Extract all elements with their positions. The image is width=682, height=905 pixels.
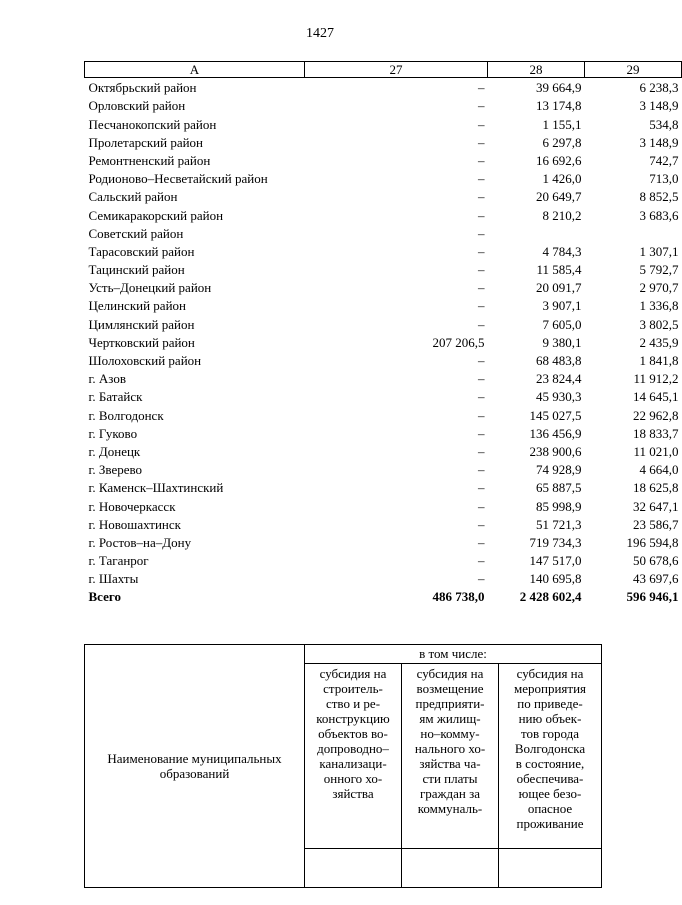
row-col-29: 2 435,9 <box>639 334 679 350</box>
total-col-28: 2 428 602,4 <box>519 589 582 605</box>
row-col-29 <box>585 224 682 242</box>
row-col-27: – <box>478 116 485 132</box>
table-row <box>85 187 682 205</box>
row-col-27: 207 206,5 <box>432 334 485 350</box>
row-col-28: 1 426,0 <box>542 171 582 187</box>
row-col-27: – <box>478 516 485 532</box>
row-col-27: – <box>478 152 485 168</box>
table-row <box>85 533 682 551</box>
row-col-29: 4 664,0 <box>639 462 679 478</box>
row-col-28: 23 824,4 <box>536 371 582 387</box>
row-col-28 <box>488 224 585 242</box>
row-col-29: 196 594,8 <box>626 534 679 550</box>
row-name: Орловский район <box>88 98 186 114</box>
row-col-28: 45 930,3 <box>536 389 582 405</box>
total-col-27: 486 738,0 <box>432 589 485 605</box>
row-col-27: – <box>478 353 485 368</box>
row-col-27: – <box>478 389 485 405</box>
header-spacer-3 <box>499 849 602 888</box>
table-body <box>85 78 682 606</box>
row-col-29: 18 833,7 <box>633 425 679 441</box>
row-name: Усть–Донецкий район <box>88 280 212 296</box>
table-row <box>85 169 682 187</box>
row-col-28: 85 998,9 <box>536 498 582 514</box>
table-row <box>85 515 682 533</box>
total-label: Всего <box>88 589 121 605</box>
row-name: Семикаракорский район <box>88 207 224 223</box>
row-col-28: 140 695,8 <box>529 571 582 587</box>
row-col-28: 1 155,1 <box>542 116 582 132</box>
row-name: г. Таганрог <box>88 553 149 569</box>
budget-table <box>84 61 682 605</box>
row-col-28: 74 928,9 <box>536 462 582 478</box>
row-col-27: – <box>478 225 485 241</box>
row-name: Пролетарский район <box>88 134 204 150</box>
column-header-a: А <box>85 62 305 78</box>
row-col-29: 18 625,8 <box>633 480 679 496</box>
table-row <box>85 442 682 460</box>
row-col-29: 3 148,9 <box>639 98 679 114</box>
row-name: г. Новочеркасск <box>88 498 176 514</box>
row-col-29: 14 645,1 <box>633 389 679 405</box>
table-row <box>85 260 682 278</box>
row-name: г. Донецк <box>88 443 141 459</box>
table-row <box>85 478 682 496</box>
row-col-27: – <box>478 498 485 514</box>
table-row <box>85 133 682 151</box>
row-col-28: 7 605,0 <box>542 316 582 332</box>
table-row <box>85 114 682 132</box>
row-col-28: 4 784,3 <box>542 243 582 259</box>
row-col-28: 9 380,1 <box>542 334 582 350</box>
row-col-28: 68 483,8 <box>536 353 582 368</box>
row-col-27: – <box>478 80 485 96</box>
table-header-row <box>85 62 682 78</box>
next-table-header <box>84 644 602 888</box>
table-row <box>85 96 682 114</box>
row-name: Песчанокопский район <box>88 116 217 132</box>
row-name: г. Батайск <box>88 389 143 405</box>
row-col-28: 65 887,5 <box>536 480 582 496</box>
row-col-27: – <box>478 243 485 259</box>
row-col-27: – <box>478 316 485 332</box>
row-col-28: 136 456,9 <box>529 425 582 441</box>
row-name: г. Гуково <box>88 425 138 441</box>
row-col-27: – <box>478 134 485 150</box>
row-col-29: 6 238,3 <box>639 80 679 96</box>
row-name: Советский район <box>88 225 184 241</box>
row-col-28: 16 692,6 <box>536 152 582 168</box>
row-name: Родионово–Несветайский район <box>88 171 268 187</box>
row-col-29: 1 841,8 <box>639 353 679 368</box>
row-name: Цимлянский район <box>88 316 195 332</box>
table-row <box>85 333 682 351</box>
table-row <box>85 151 682 169</box>
row-name: Сальский район <box>88 189 178 205</box>
row-col-29: 23 586,7 <box>633 516 679 532</box>
header-spacer-1 <box>305 849 402 888</box>
row-col-29: 50 678,6 <box>633 553 679 569</box>
row-col-27: – <box>478 534 485 550</box>
row-col-28: 39 664,9 <box>536 80 582 96</box>
table-row <box>85 569 682 587</box>
row-col-28: 719 734,3 <box>529 534 582 550</box>
row-col-28: 20 649,7 <box>536 189 582 205</box>
page-number: 1427 <box>306 26 334 41</box>
table-row <box>85 314 682 332</box>
row-name: г. Каменск–Шахтинский <box>88 480 224 496</box>
column-header-27: 27 <box>305 62 488 78</box>
row-col-27: – <box>478 443 485 459</box>
row-col-29: 11 912,2 <box>633 371 679 387</box>
row-col-29: 713,0 <box>649 171 679 187</box>
total-col-29: 596 946,1 <box>626 589 679 605</box>
row-col-27: – <box>478 571 485 587</box>
table-row <box>85 242 682 260</box>
row-col-27: – <box>478 280 485 296</box>
row-col-27: – <box>478 371 485 387</box>
row-col-29: 22 962,8 <box>633 407 679 423</box>
row-name: Целинский район <box>88 298 186 314</box>
row-name: г. Новошахтинск <box>88 516 181 532</box>
row-col-28: 147 517,0 <box>529 553 582 569</box>
table-row <box>85 278 682 296</box>
row-col-29: 43 697,6 <box>633 571 679 587</box>
row-name: г. Шахты <box>88 571 139 587</box>
row-col-27: – <box>478 407 485 423</box>
row-col-27: – <box>478 480 485 496</box>
row-name: г. Ростов–на–Дону <box>88 534 192 550</box>
row-name: г. Зверево <box>88 462 143 478</box>
row-col-28: 51 721,3 <box>536 516 582 532</box>
row-col-28: 20 091,7 <box>536 280 582 296</box>
row-col-29: 1 336,8 <box>639 298 679 314</box>
row-col-28: 8 210,2 <box>542 207 582 223</box>
row-name: Чертковский район <box>88 334 195 350</box>
row-col-28: 3 907,1 <box>542 298 582 314</box>
row-col-27: – <box>478 462 485 478</box>
table-row <box>85 351 682 369</box>
table-row <box>85 78 682 97</box>
row-col-29: 3 802,5 <box>639 316 679 332</box>
subsidy-volgodonsk-header: субсидия на мероприятия по приведе- нию объек- тов города Волгодонска в состояние, обеспечива- ющее безо- опасное проживание <box>499 664 602 849</box>
row-col-28: 145 027,5 <box>529 407 582 423</box>
table-row <box>85 387 682 405</box>
row-col-29: 1 307,1 <box>639 243 679 259</box>
row-col-27: – <box>478 425 485 441</box>
row-name: Октябрьский район <box>88 80 197 96</box>
row-col-27: – <box>478 189 485 205</box>
row-col-27: – <box>478 98 485 114</box>
row-col-29: 3 683,6 <box>639 207 679 223</box>
row-name: г. Азов <box>88 371 126 387</box>
header-spacer-2 <box>402 849 499 888</box>
table-row <box>85 405 682 423</box>
row-col-28: 13 174,8 <box>536 98 582 114</box>
table-row <box>85 551 682 569</box>
including-header: в том числе: <box>305 645 602 664</box>
column-header-29: 29 <box>585 62 682 78</box>
row-col-28: 6 297,8 <box>542 134 582 150</box>
row-col-29: 8 852,5 <box>639 189 679 205</box>
subsidy-water-header: субсидия на строитель- ство и ре- конструкцию объектов во- допроводно– канализаци- онного хо- зяйства <box>305 664 402 849</box>
row-col-27: – <box>478 553 485 569</box>
table-row <box>85 369 682 387</box>
table-row <box>85 296 682 314</box>
column-header-28: 28 <box>488 62 585 78</box>
row-col-29: 5 792,7 <box>639 262 679 278</box>
row-col-27: – <box>478 298 485 314</box>
row-col-27: – <box>478 171 485 187</box>
table-row <box>85 224 682 242</box>
table-row <box>85 424 682 442</box>
row-col-27: – <box>478 262 485 278</box>
row-col-28: 11 585,4 <box>536 262 582 278</box>
row-col-29: 11 021,0 <box>633 443 679 459</box>
table-row <box>85 205 682 223</box>
row-name: Шолоховский район <box>88 353 202 368</box>
row-name: Тарасовский район <box>88 243 195 259</box>
row-col-29: 32 647,1 <box>633 498 679 514</box>
municipality-column-header: Наименование муниципальных образований <box>85 645 305 888</box>
row-name: Тацинский район <box>88 262 185 278</box>
row-col-29: 742,7 <box>649 152 679 168</box>
row-name: г. Волгодонск <box>88 407 164 423</box>
table-row <box>85 496 682 514</box>
subsidy-utilities-header: субсидия на возмещение предприяти- ям жилищ- но–комму- нального хо- зяйства ча- сти платы граждан за коммуналь- <box>402 664 499 849</box>
table-row <box>85 460 682 478</box>
row-col-28: 238 900,6 <box>529 443 582 459</box>
row-col-27: – <box>478 207 485 223</box>
total-row <box>85 587 682 605</box>
row-col-29: 534,8 <box>649 116 679 132</box>
row-name: Ремонтненский район <box>88 152 211 168</box>
row-col-29: 3 148,9 <box>639 134 679 150</box>
row-col-29: 2 970,7 <box>639 280 679 296</box>
